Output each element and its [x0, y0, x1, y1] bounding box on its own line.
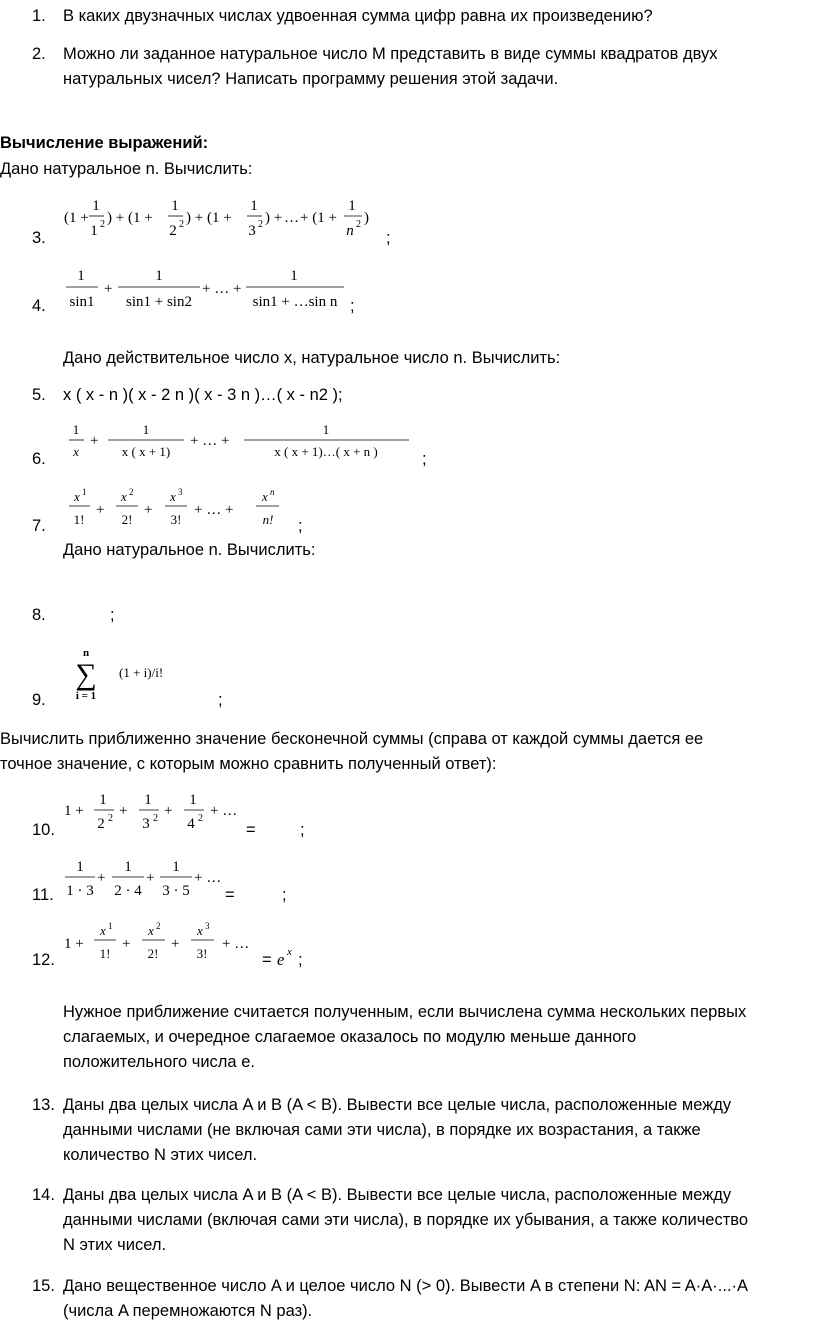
q12-f2: 2! — [147, 946, 159, 961]
given-n-1: Дано натуральное n. Вычислить: — [0, 160, 253, 178]
q12-number: 12. — [32, 951, 55, 969]
svg-text:+ (1 +: + (1 + — [300, 210, 337, 226]
svg-text:): ) — [364, 210, 369, 226]
svg-text:(1 +: (1 + — [64, 210, 89, 226]
q12-e: e — [277, 950, 285, 969]
q1-text: В каких двузначных числах удвоенная сумма цифр равна их произведению? — [63, 7, 653, 25]
q7-number: 7. — [32, 517, 46, 535]
q12-e3: 3 — [205, 921, 210, 931]
infinite-intro-line2: точное значение, с которым можно сравнить полученный ответ): — [0, 755, 497, 773]
q10-eq: = — [246, 821, 256, 839]
q7-xn: x — [262, 489, 268, 504]
q4-num2: 1 — [155, 268, 163, 284]
q9-upper: n — [82, 647, 90, 659]
q12-x1: x — [100, 923, 106, 938]
q11-d2: 2 · 4 — [114, 883, 142, 899]
q14-line1: Даны два целых числа A и B (A < B). Вывести все целые числа, расположенные между — [63, 1186, 732, 1204]
q15-number: 15. — [32, 1277, 55, 1295]
q10-d4: 4 — [187, 816, 195, 832]
q2-line1: Можно ли заданное натуральное число М представить в виде суммы квадратов двух — [63, 45, 718, 63]
q3-sq2: 2 — [179, 219, 184, 230]
q12-eq: = — [262, 951, 272, 969]
q3-sq3: 2 — [258, 219, 263, 230]
q6-formula — [64, 418, 419, 468]
svg-text:) + (1 +: ) + (1 + — [186, 210, 232, 226]
q11-number: 11. — [32, 886, 54, 904]
q12-x2: x — [148, 923, 154, 938]
q10-n1: 1 — [99, 792, 107, 808]
q4-den1: sin1 — [69, 294, 95, 310]
q10-number: 10. — [32, 821, 55, 839]
q9-formula — [64, 642, 214, 704]
q11-tail: + … — [194, 870, 222, 886]
q6-number: 6. — [32, 450, 46, 468]
q12-lead: 1 + — [64, 936, 84, 952]
q10-d2: 2 — [97, 816, 105, 832]
q9-body: (1 + i)/i! — [119, 665, 164, 680]
q3-den4: n — [346, 223, 354, 239]
q4-num1: 1 — [77, 268, 85, 284]
q8-semicolon: ; — [110, 606, 115, 624]
svg-text:+: + — [97, 870, 106, 886]
q1-number: 1. — [32, 7, 46, 25]
approx-note-line2: слагаемых, и очередное слагаемое оказалось по модулю меньше данного — [63, 1028, 637, 1046]
q11-d1: 1 · 3 — [66, 883, 94, 899]
q4-num3: 1 — [290, 268, 298, 284]
q10-semicolon: ; — [300, 821, 305, 839]
sigma-icon: ∑ — [75, 658, 97, 691]
q7-f2: 2! — [121, 512, 133, 527]
q3-num3: 1 — [250, 198, 258, 214]
q7-fn: n! — [262, 512, 274, 527]
q14-number: 14. — [32, 1186, 55, 1204]
q3-num1: 1 — [92, 198, 100, 214]
q3-formula — [64, 195, 384, 245]
q12-semicolon: ; — [298, 951, 303, 969]
q4-den2: sin1 + sin2 — [126, 294, 192, 310]
q3-num2: 1 — [171, 198, 179, 214]
q13-line1: Даны два целых числа A и B (A < B). Вывести все целые числа, расположенные между — [63, 1096, 732, 1114]
q6-den2: x ( x + 1) — [121, 444, 171, 459]
q9-number: 9. — [32, 691, 46, 709]
q3-den3: 3 — [248, 223, 256, 239]
q7-e3: 3 — [178, 487, 183, 497]
q15-line2: (числа A перемножаются N раз). — [63, 1302, 313, 1320]
q10-sq3: 2 — [198, 813, 203, 824]
svg-text:+: + — [146, 870, 155, 886]
q7-en: n — [270, 487, 275, 497]
svg-text:+: + — [122, 936, 131, 952]
q10-lead: 1 + — [64, 803, 84, 819]
q7-formula — [64, 484, 304, 534]
q10-formula — [64, 788, 244, 838]
q3-den2: 2 — [169, 223, 177, 239]
q15-line1: Дано вещественное число A и целое число N (> 0). Вывести A в степени N: AN = A·A·...·A — [63, 1277, 749, 1295]
approx-note-line3: положительного числа e. — [63, 1053, 255, 1071]
q6-den1: x — [73, 444, 79, 459]
given-xn: Дано действительное число x, натуральное число n. Вычислить: — [63, 349, 561, 367]
q6-num1: 1 — [72, 422, 80, 437]
approx-note-line1: Нужное приближение считается полученным, если вычислена сумма нескольких первых — [63, 1003, 747, 1021]
q13-number: 13. — [32, 1096, 55, 1114]
q12-ex: x — [287, 946, 292, 958]
q6-num3: 1 — [322, 422, 330, 437]
svg-text:+: + — [119, 803, 128, 819]
svg-text:+: + — [171, 936, 180, 952]
q11-n3: 1 — [172, 859, 180, 875]
q4-number: 4. — [32, 297, 46, 315]
q13-line2: данными числами (не включая сами эти числа), в порядке их возрастания, а также — [63, 1121, 701, 1139]
q9-semicolon: ; — [218, 691, 223, 709]
q10-sq2: 2 — [153, 813, 158, 824]
q2-line2: натуральных чисел? Написать программу решения этой задачи. — [63, 70, 559, 88]
svg-text:) +: ) + — [265, 210, 283, 226]
q4-dots: + … + — [202, 281, 242, 297]
svg-text:+: + — [96, 502, 105, 518]
given-n-2: Дано натуральное n. Вычислить: — [63, 541, 316, 559]
q9-lower: i = 1 — [75, 690, 97, 702]
q10-sq1: 2 — [108, 813, 113, 824]
q4-semicolon: ; — [350, 297, 355, 315]
q11-n1: 1 — [76, 859, 84, 875]
svg-text:+: + — [144, 502, 153, 518]
q3-semicolon: ; — [386, 229, 391, 247]
q13-line3: количество N этих чисел. — [63, 1146, 258, 1164]
svg-text:) + (1 +: ) + (1 + — [107, 210, 153, 226]
q12-tail: + … — [222, 936, 250, 952]
q4-formula — [64, 263, 354, 315]
q5-text: x ( x - n )( x - 2 n )( x - 3 n )…( x - n2 ); — [63, 386, 343, 404]
q8-number: 8. — [32, 606, 46, 624]
q7-f1: 1! — [73, 512, 85, 527]
q6-num2: 1 — [142, 422, 150, 437]
section-heading: Вычисление выражений: — [0, 134, 209, 152]
q11-formula — [64, 855, 224, 905]
svg-text:+: + — [164, 803, 173, 819]
q12-formula — [64, 918, 264, 968]
q11-eq: = — [225, 886, 235, 904]
q12-f3: 3! — [196, 946, 208, 961]
q2-number: 2. — [32, 45, 46, 63]
q10-n3: 1 — [189, 792, 197, 808]
q7-e1: 1 — [82, 487, 87, 497]
q7-x3: x — [170, 489, 176, 504]
q12-f1: 1! — [99, 946, 111, 961]
q14-line3: N этих чисел. — [63, 1236, 167, 1254]
q10-d3: 3 — [142, 816, 150, 832]
q3-den1: 1 — [90, 223, 98, 239]
q12-x3: x — [197, 923, 203, 938]
q7-x1: x — [74, 489, 80, 504]
q3-dots: … — [284, 210, 299, 226]
q3-number: 3. — [32, 229, 46, 247]
q4-den3: sin1 + …sin n — [252, 294, 338, 310]
q12-e1: 1 — [108, 921, 113, 931]
q5-number: 5. — [32, 386, 46, 404]
infinite-intro-line1: Вычислить приближенно значение бесконечной суммы (справа от каждой суммы дается ее — [0, 730, 704, 748]
q6-dots: + … + — [190, 433, 230, 449]
q11-n2: 1 — [124, 859, 132, 875]
q14-line2: данными числами (включая сами эти числа), в порядке их убывания, а также количество — [63, 1211, 749, 1229]
q6-den3: x ( x + 1)…( x + n ) — [274, 444, 378, 459]
q3-num4: 1 — [348, 198, 356, 214]
q3-sq4: 2 — [356, 219, 361, 230]
svg-text:+: + — [90, 433, 99, 449]
q7-x2: x — [121, 489, 127, 504]
q12-e2: 2 — [156, 921, 161, 931]
q7-dots: + … + — [194, 502, 234, 518]
q10-n2: 1 — [144, 792, 152, 808]
q6-semicolon: ; — [422, 450, 427, 468]
q7-e2: 2 — [129, 487, 134, 497]
q11-d3: 3 · 5 — [162, 883, 190, 899]
q7-f3: 3! — [170, 512, 182, 527]
svg-text:+: + — [104, 281, 113, 297]
q7-semicolon: ; — [298, 517, 303, 535]
q10-tail: + … — [210, 803, 238, 819]
q11-semicolon: ; — [282, 886, 287, 904]
q3-sq1: 2 — [100, 219, 105, 230]
